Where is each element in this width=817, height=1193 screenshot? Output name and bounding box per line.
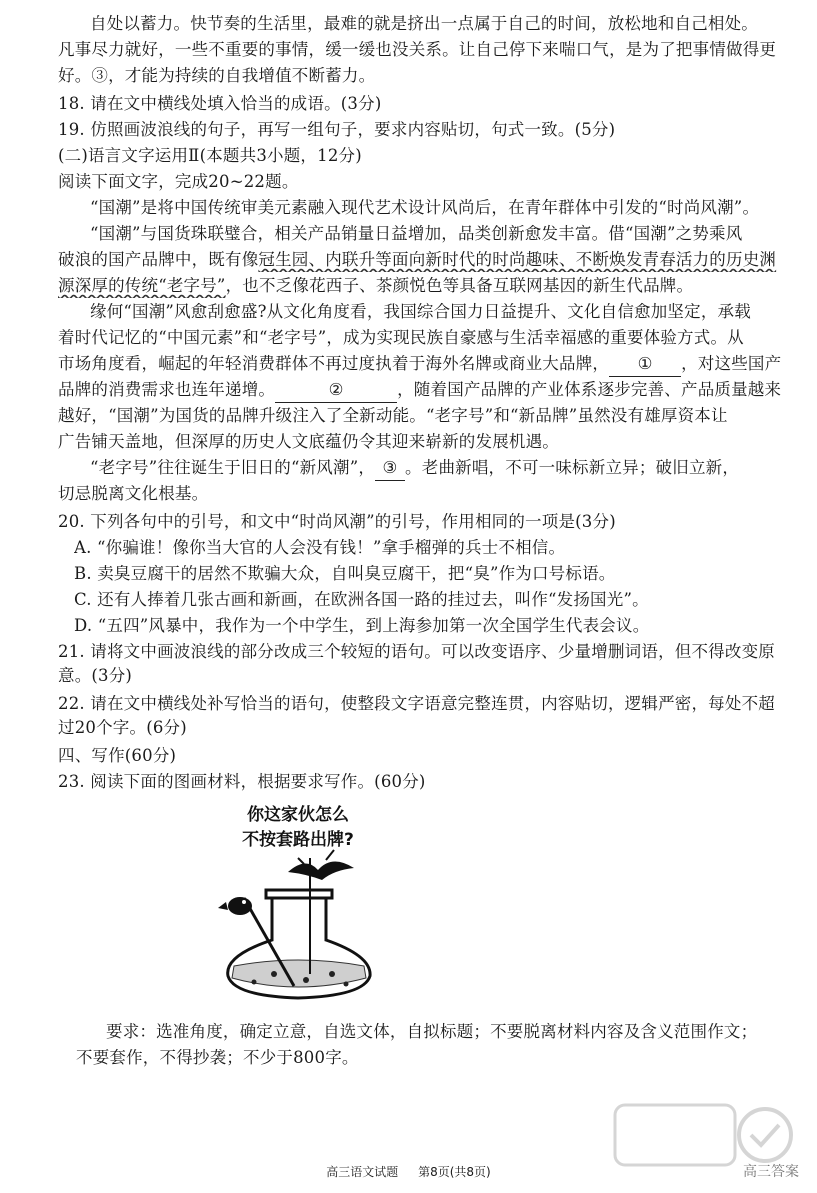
cartoon-caption-line2: 不按套路出牌? xyxy=(242,830,354,850)
cartoon-caption-line1: 你这家伙怎么 xyxy=(247,805,349,825)
reading-instruction: 阅读下面文字，完成20~22题。 xyxy=(58,172,299,191)
footer-page-number: 第8页(共8页) xyxy=(418,1165,491,1179)
cartoon-drawing xyxy=(214,798,382,1004)
text-span: 市场角度看，崛起的年轻消费群体不再过度执着于海外名牌或商业大品牌， xyxy=(58,354,610,373)
text-span: ，也不乏像花西子、茶颜悦色等具备互联网基因的新生代品牌。 xyxy=(225,276,694,295)
answer-blank-2: ② xyxy=(275,378,397,403)
question-22-cont: 过20个字。(6分) xyxy=(58,718,187,737)
paragraph-line: 着时代记忆的“中国元素”和“老字号”，成为实现民族自豪感与生活幸福感的重要体验方式。从 xyxy=(58,328,744,347)
paragraph-line: “国潮”与国货珠联璧合，相关产品销量日益增加，品类创新愈发丰富。借“国潮”之势乘风 xyxy=(90,224,743,243)
text-span: 破浪的国产品牌中，既有像 xyxy=(58,250,259,269)
option-b: B. 卖臭豆腐干的居然不欺骗大众，自叫臭豆腐干，把“臭”作为口号标语。 xyxy=(74,564,616,583)
answer-blank-1: ① xyxy=(609,352,681,377)
text-span: ，随着国产品牌的产业体系逐步完善、产品质量越来 xyxy=(397,380,782,399)
paragraph-line: 广告铺天盖地，但深厚的历史人文底蕴仍令其迎来崭新的发展机遇。 xyxy=(58,432,559,451)
section-heading: 四、写作(60分) xyxy=(58,746,177,765)
text-span: 。老曲新唱，不可一味标新立异；破旧立新， xyxy=(405,458,740,477)
footer-title: 高三语文试题 xyxy=(326,1165,399,1179)
paragraph-line: 切忌脱离文化根基。 xyxy=(58,484,209,503)
cartoon-image xyxy=(214,798,382,1004)
paragraph-line: 自处以蓄力。快节奏的生活里，最难的就是挤出一点属于自己的时间，放松地和自己相处。 xyxy=(90,14,758,33)
paragraph-line: 好。③，才能为持续的自我增值不断蓄力。 xyxy=(58,66,376,85)
paragraph-line xyxy=(58,274,803,298)
wavy-underlined-text: 源深厚的传统“老字号” xyxy=(58,276,226,295)
paragraph-line: 缘何“国潮”风愈刮愈盛?从文化角度看，我国综合国力日益提升、文化自信愈加坚定，承载 xyxy=(90,302,751,321)
writing-requirement: 要求：选准角度，确定立意，自选文体，自拟标题；不要脱离材料内容及含义范围作文； xyxy=(106,1022,758,1041)
question-21-cont: 意。(3分) xyxy=(58,666,133,685)
question-19: 19. 仿照画波浪线的句子，再写一组句子，要求内容贴切，句式一致。(5分) xyxy=(58,120,616,139)
answer-blank-3: ③ xyxy=(375,456,405,481)
question-18: 18. 请在文中横线处填入恰当的成语。(3分) xyxy=(58,94,382,113)
paragraph-line xyxy=(90,456,817,481)
question-20: 20. 下列各句中的引号，和文中“时尚风潮”的引号，作用相同的一项是(3分) xyxy=(58,512,616,531)
question-22: 22. 请在文中横线处补写恰当的语句，使整段文字语意完整连贯，内容贴切，逻辑严密，每处不超 xyxy=(58,694,775,713)
paragraph-line xyxy=(58,378,803,403)
text-span: ，对这些国产 xyxy=(681,354,782,373)
question-23: 23. 阅读下面的图画材料，根据要求写作。(60分) xyxy=(58,772,426,791)
paragraph-line xyxy=(58,248,803,272)
paragraph-line: 越好，“国潮”为国货的品牌升级注入了全新动能。“老字号”和“新品牌”虽然没有雄厚资本让 xyxy=(58,406,728,425)
text-span: 品牌的消费需求也连年递增。 xyxy=(58,380,276,399)
text-span: “老字号”往往诞生于旧日的“新风潮”， xyxy=(90,458,376,477)
wavy-underlined-text: 冠生园、内联升等面向新时代的时尚趣味、不断焕发青春活力的历史渊 xyxy=(258,250,777,269)
watermark-text: 高三答案 xyxy=(743,1164,799,1180)
option-a: A. “你骗谁！像你当大官的人会没有钱！”拿手榴弹的兵士不相信。 xyxy=(74,538,566,557)
section-heading: (二)语言文字运用Ⅱ(本题共3小题，12分) xyxy=(58,146,362,165)
paragraph-line: “国潮”是将中国传统审美元素融入现代艺术设计风尚后，在青年群体中引发的“时尚风潮”。 xyxy=(90,198,760,217)
option-c: C. 还有人捧着几张古画和新画，在欧洲各国一路的挂过去，叫作“发扬国光”。 xyxy=(74,590,649,609)
paragraph-line xyxy=(58,352,803,377)
writing-requirement-cont: 不要套作，不得抄袭；不少于800字。 xyxy=(76,1048,359,1067)
question-21: 21. 请将文中画波浪线的部分改成三个较短的语句。可以改变语序、少量增删词语，但不得改变原 xyxy=(58,642,775,661)
paragraph-line: 凡事尽力就好，一些不重要的事情，缓一缓也没关系。让自己停下来喘口气，是为了把事情做得更 xyxy=(58,40,777,59)
option-d: D. “五四”风暴中，我作为一个中学生，到上海参加第一次全国学生代表会议。 xyxy=(74,616,650,635)
